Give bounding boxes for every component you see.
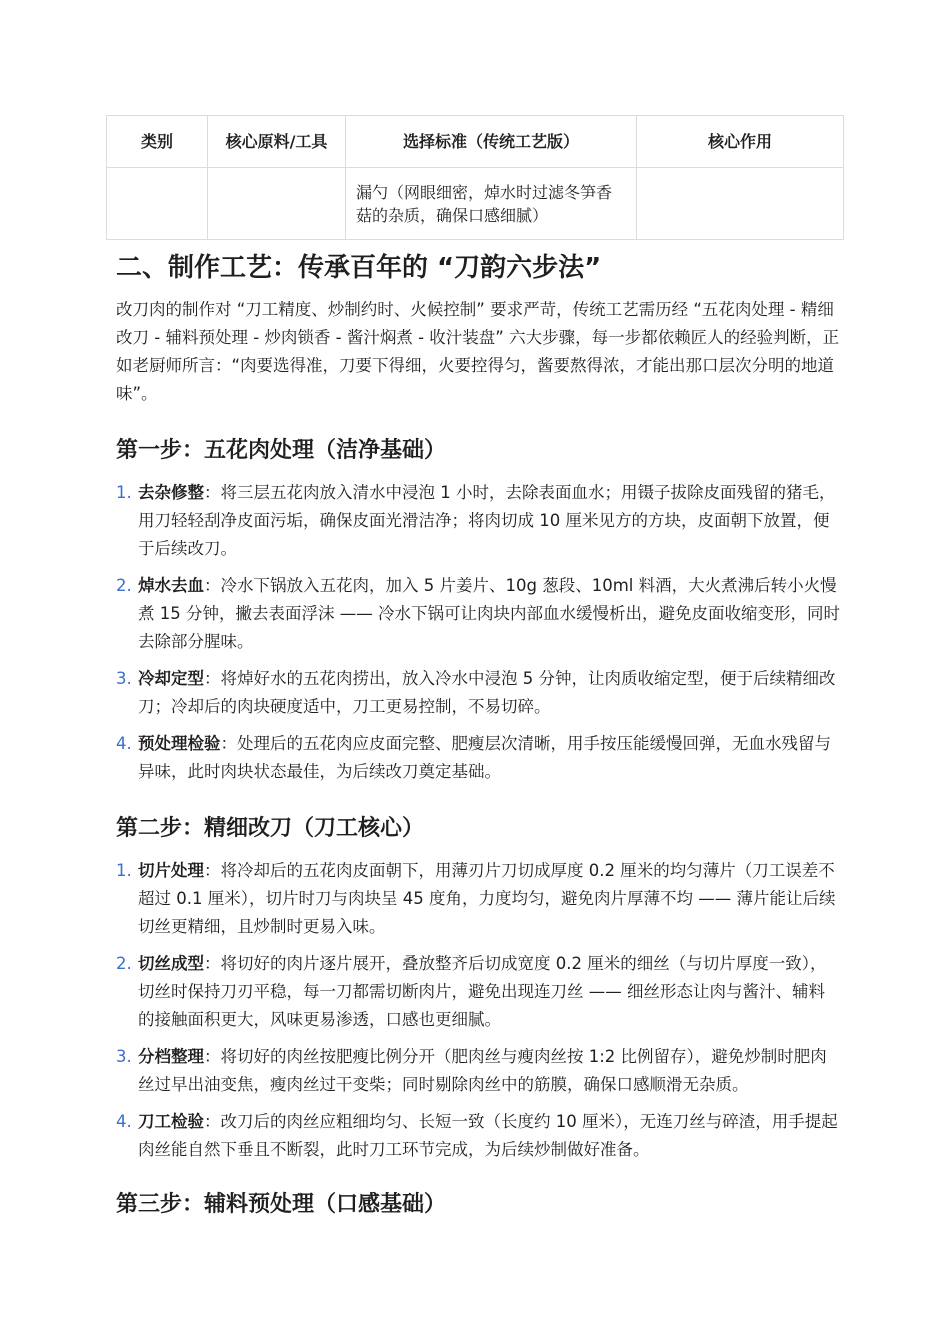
item-label: 焯水去血	[138, 576, 204, 595]
list-number: 3.	[116, 1047, 132, 1066]
list-item	[116, 479, 840, 563]
table-header-cell: 类别	[107, 116, 208, 168]
table-cell	[637, 168, 844, 240]
item-text: ：处理后的五花肉应皮面完整、肥瘦层次清晰，用手按压能缓慢回弹，无血水残留与异味，此时肉块状态最佳，为后续改刀奠定基础。	[138, 734, 831, 781]
item-text: ：改刀后的肉丝应粗细均匀、长短一致（长度约 10 厘米），无连刀丝与碎渣，用手提起肉丝能自然下垂且不断裂，此时刀工环节完成，为后续炒制做好准备。	[138, 1112, 838, 1159]
section-intro: 改刀肉的制作对 “刀工精度、炒制约时、火候控制” 要求严苛，传统工艺需历经 “五花肉处理 - 精细改刀 - 辅料预处理 - 炒肉锁香 - 酱汁焖煮 - 收汁装盘” 六大步骤，每一步都依赖匠人的经验判断，正如老厨师所言：“肉要选得准，刀要下得细，火要控得匀，酱要熬得浓，才能出那口层次分明的地道味”。	[116, 300, 840, 403]
item-text: ：冷水下锅放入五花肉，加入 5 片姜片、10g 葱段、10ml 料酒，大火煮沸后转小火慢煮 15 分钟，撇去表面浮沫 —— 冷水下锅可让肉块内部血水缓慢析出，避免皮面收缩变形，同时去除部分腥味。	[138, 576, 840, 651]
list-number: 1.	[116, 483, 132, 502]
list-item	[116, 857, 840, 941]
list-item	[116, 1043, 840, 1099]
table-header-cell: 选择标准（传统工艺版）	[346, 116, 637, 168]
step2-title: 第二步：精细改刀（刀工核心）	[116, 816, 425, 841]
section-title: 二、制作工艺：传承百年的 “刀韵六步法”	[116, 253, 602, 283]
list-number: 1.	[116, 861, 132, 880]
step2-list	[116, 857, 840, 1173]
item-text: ：将焯好水的五花肉捞出，放入冷水中浸泡 5 分钟，让肉质收缩定型，便于后续精细改刀；冷却后的肉块硬度适中，刀工更易控制，不易切碎。	[138, 669, 836, 716]
list-item	[116, 572, 840, 656]
list-item	[116, 1108, 840, 1164]
item-label: 去杂修整	[138, 483, 204, 502]
item-text: ：将切好的肉片逐片展开，叠放整齐后切成宽度 0.2 厘米的细丝（与切片厚度一致），切丝时保持刀刃平稳，每一刀都需切断肉片，避免出现连刀丝 —— 细丝形态让肉与酱汁、辅料的接触面积更大，风味更易渗透，口感也更细腻。	[138, 954, 827, 1029]
item-label: 刀工检验	[138, 1112, 204, 1131]
step1-list	[116, 479, 840, 795]
item-label: 分档整理	[138, 1047, 204, 1066]
item-label: 预处理检验	[138, 734, 221, 753]
item-label: 切片处理	[138, 861, 204, 880]
list-item	[116, 950, 840, 1034]
table-row	[107, 168, 844, 240]
table-cell	[208, 168, 346, 240]
step3-title: 第三步：辅料预处理（口感基础）	[116, 1192, 447, 1217]
step1-title: 第一步：五花肉处理（洁净基础）	[116, 438, 447, 463]
list-item	[116, 665, 840, 721]
item-label: 切丝成型	[138, 954, 204, 973]
ingredients-table	[106, 115, 844, 240]
list-number: 4.	[116, 734, 132, 753]
table-cell: 漏勺（网眼细密，焯水时过滤冬笋香菇的杂质，确保口感细腻）	[346, 168, 637, 240]
list-item	[116, 730, 840, 786]
list-number: 2.	[116, 954, 132, 973]
list-number: 3.	[116, 669, 132, 688]
list-number: 2.	[116, 576, 132, 595]
table-cell	[107, 168, 208, 240]
table-header-row	[107, 116, 844, 168]
table-header-cell: 核心原料/工具	[208, 116, 346, 168]
table-header-cell: 核心作用	[637, 116, 844, 168]
item-label: 冷却定型	[138, 669, 204, 688]
item-text: ：将切好的肉丝按肥瘦比例分开（肥肉丝与瘦肉丝按 1:2 比例留存），避免炒制时肥肉丝过早出油变焦，瘦肉丝过干变柴；同时剔除肉丝中的筋膜，确保口感顺滑无杂质。	[138, 1047, 827, 1094]
item-text: ：将三层五花肉放入清水中浸泡 1 小时，去除表面血水；用镊子拔除皮面残留的猪毛，用刀轻轻刮净皮面污垢，确保皮面光滑洁净；将肉切成 10 厘米见方的方块，皮面朝下放置，便于后续改刀。	[138, 483, 836, 558]
list-number: 4.	[116, 1112, 132, 1131]
item-text: ：将冷却后的五花肉皮面朝下，用薄刃片刀切成厚度 0.2 厘米的均匀薄片（刀工误差不超过 0.1 厘米），切片时刀与肉块呈 45 度角，力度均匀，避免肉片厚薄不均 —— 薄片能让后续切丝更精细，且炒制时更易入味。	[138, 861, 836, 936]
